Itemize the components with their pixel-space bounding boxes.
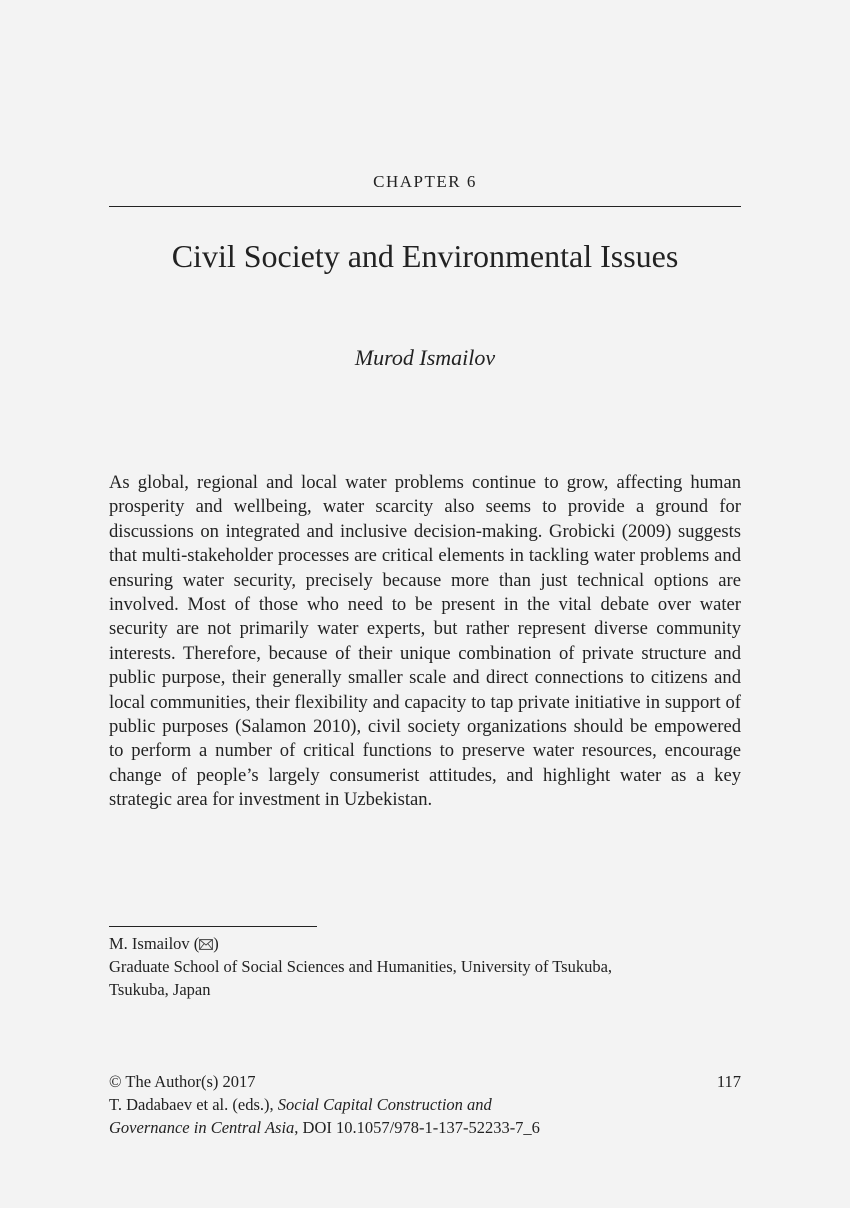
affiliation-location: Tsukuba, Japan	[109, 980, 211, 999]
affiliation-name: M. Ismailov	[109, 934, 190, 953]
citation-line-1	[109, 1093, 741, 1116]
citation-editors: T. Dadabaev et al. (eds.),	[109, 1095, 278, 1114]
chapter-title: Civil Society and Environmental Issues	[171, 238, 679, 274]
abstract-paragraph: As global, regional and local water problems continue to grow, affecting human prosperity and wellbeing, water scarcity also seems to provide a ground for discussions on integrated and inclusive decision-making. Grobicki (2009) suggests that multi-stakeholder processes are critical elements in tackling water problems and ensuring water security, precisely because more than just technical options are involved. Most of those who need to be present in the vital debate over water security are not primarily water experts, but rather represent diverse community interests. Therefore, because of their unique combination of private structure and public purpose, their generally smaller scale and direct connections to citizens and local communities, their flexibility and capacity to tap private initiative in support of public purposes (Salamon 2010), civil society organizations should be empowered to perform a number of critical functions to preserve water resources, encourage change of people’s largely consumerist attitudes, and highlight water as a key strategic area for investment in Uzbekistan.	[109, 472, 741, 811]
page-footer	[109, 1070, 741, 1139]
paren-open: (	[193, 934, 200, 953]
footnote-divider	[109, 926, 317, 927]
chapter-label: CHAPTER 6	[373, 172, 477, 191]
chapter-divider	[109, 206, 741, 207]
citation-line-2	[109, 1116, 741, 1139]
page-number: 117	[716, 1072, 741, 1091]
copyright-notice: © The Author(s) 2017	[109, 1072, 256, 1091]
affiliation-institution: Graduate School of Social Sciences and Humanities, University of Tsukuba,	[109, 957, 613, 976]
envelope-icon[interactable]	[199, 939, 213, 950]
paren-close: )	[213, 934, 219, 953]
author-name: Murod Ismailov	[354, 345, 496, 370]
affiliation-name-line	[109, 932, 749, 955]
book-title-part-1: Social Capital Construction and	[277, 1095, 492, 1114]
footer-top-row	[109, 1070, 741, 1093]
doi: , DOI 10.1057/978-1-137-52233-7_6	[294, 1118, 540, 1137]
author-affiliation	[109, 932, 749, 1001]
book-title-part-2: Governance in Central Asia	[109, 1118, 295, 1137]
